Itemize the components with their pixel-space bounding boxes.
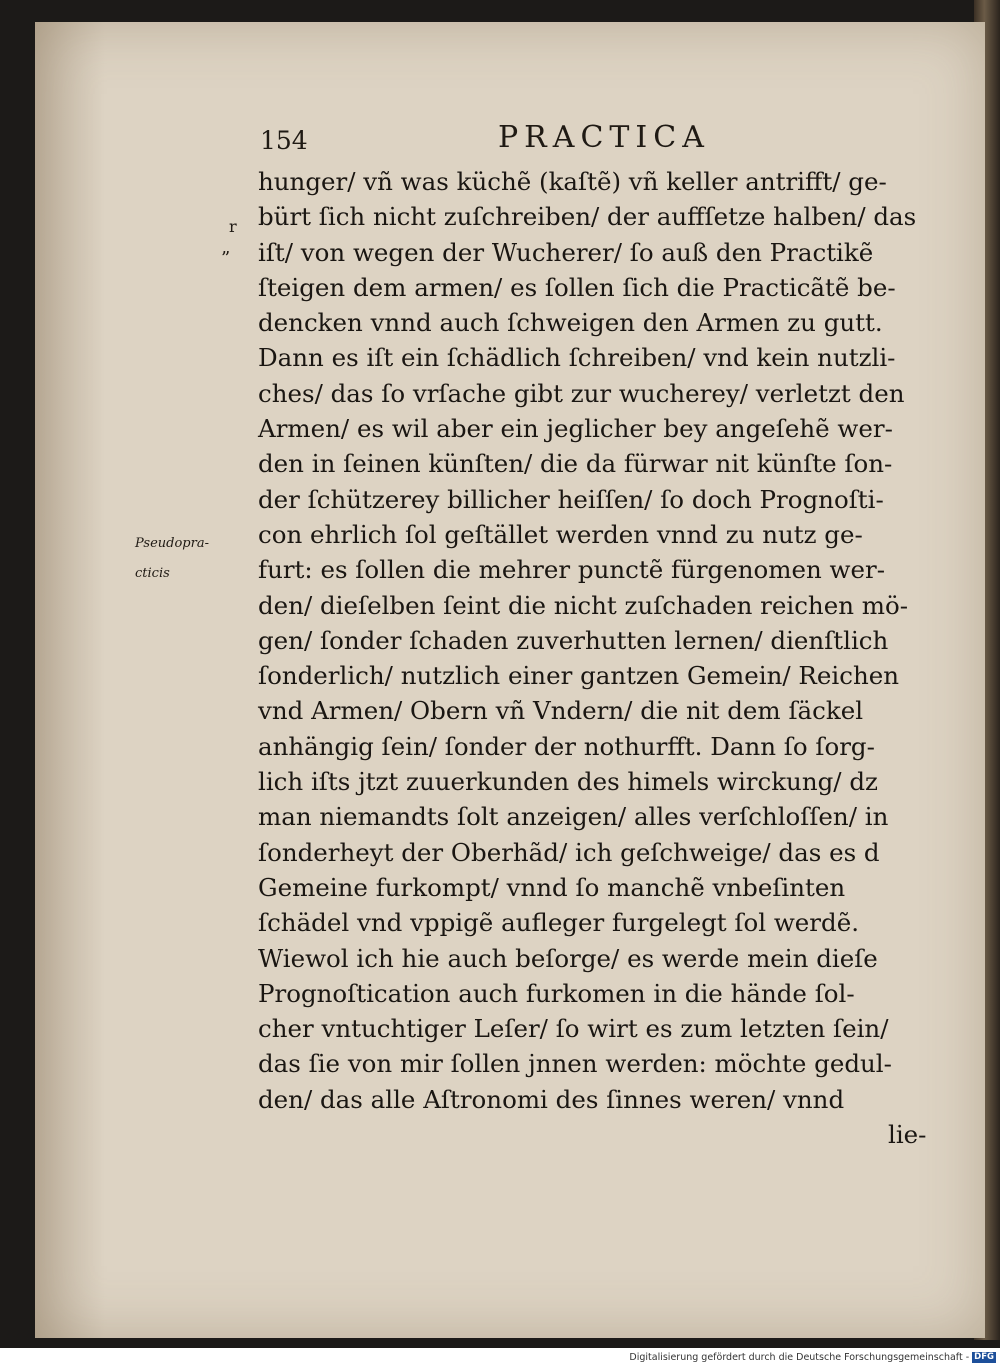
text-line: ſonderlich/ nutzlich einer gantzen Gemein/ Reichen	[258, 661, 899, 691]
text-line: cher vntuchtiger Leſer/ ſo wirt es zum letzten ſein/	[258, 1014, 889, 1044]
text-line: den/ das alle Aſtronomi des ſinnes weren/ vnnd	[258, 1084, 845, 1114]
text-line: ſchädel vnd vppigẽ aufleger furgelegt ſol werdẽ.	[258, 908, 859, 938]
text-line: iſt/ von wegen der Wucherer/ ſo auß den Practikẽ	[258, 237, 874, 267]
margin-mark: r	[229, 217, 237, 236]
digitization-credit	[629, 1352, 996, 1363]
text-line: hunger/ vñ was küchẽ (kaſtẽ) vñ keller antrifft/ ge-	[258, 167, 887, 196]
margin-quote-mark: ”	[221, 248, 231, 269]
page-number: 154	[260, 126, 308, 155]
text-line: ſonderheyt der Oberhãd/ ich geſchweige/ das es d	[258, 837, 880, 867]
text-line: den/ dieſelben ſeint die nicht zuſchaden reichen mö-	[258, 590, 909, 620]
text-line: lich iſts jtzt zuuerkunden des himels wirckung/ dz	[258, 767, 878, 797]
dfg-logo: DFG	[974, 1352, 994, 1362]
text-line: Prognoſtication auch furkomen in die hände ſol-	[258, 978, 855, 1008]
text-line: ches/ das ſo vrſache gibt zur wucherey/ verletzt den	[258, 378, 905, 408]
marginal-note-line: cticis	[135, 566, 170, 581]
marginal-note-line: Pseudopra-	[135, 536, 209, 551]
book-page	[35, 22, 985, 1338]
credit-text: Digitalisierung gefördert durch die Deutsche Forschungsgemeinschaft -	[629, 1352, 970, 1363]
text-line: con ehrlich ſol geſtället werden vnnd zu nutz ge-	[258, 519, 863, 549]
text-line: der ſchützerey billicher heiſſen/ ſo doch Prognoſti-	[258, 484, 884, 514]
text-line: den in ſeinen künſten/ die da fürwar nit künſte ſon-	[258, 449, 893, 479]
text-line: ſteigen dem armen/ es ſollen ſich die Practicãtẽ be-	[258, 272, 896, 302]
marginal-note	[135, 529, 209, 589]
text-line: Armen/ es wil aber ein jeglicher bey angeſehẽ wer-	[258, 414, 893, 444]
text-line: anhängig ſein/ ſonder der nothurfft. Dann ſo ſorg-	[258, 731, 875, 761]
text-line: gen/ ſonder ſchaden zuverhutten lernen/ dienſtlich	[258, 625, 889, 655]
text-line: Gemeine furkompt/ vnnd ſo manchẽ vnbeſinten	[258, 872, 846, 902]
text-line: man niemandts ſolt anzeigen/ alles verſchloſſen/ in	[258, 802, 889, 832]
text-line: das ſie von mir ſollen jnnen werden: möchte gedul-	[258, 1049, 892, 1079]
text-line: bürt ſich nicht zuſchreiben/ der auffſetze halben/ das	[258, 202, 917, 232]
text-line: Wiewol ich hie auch beſorge/ es werde mein dieſe	[258, 943, 878, 973]
text-line: Dann es iſt ein ſchädlich ſchreiben/ vnd kein nutzli-	[258, 343, 896, 373]
body-text	[258, 164, 958, 1152]
text-line: vnd Armen/ Obern vñ Vndern/ die nit dem ſäckel	[258, 696, 864, 726]
text-line: dencken vnnd auch ſchweigen den Armen zu gutt.	[258, 308, 883, 338]
text-line: furt: es ſollen die mehrer punctẽ fürgenomen wer-	[258, 555, 886, 585]
running-head: PRACTICA	[498, 120, 710, 155]
text-line: lie-	[888, 1120, 927, 1150]
